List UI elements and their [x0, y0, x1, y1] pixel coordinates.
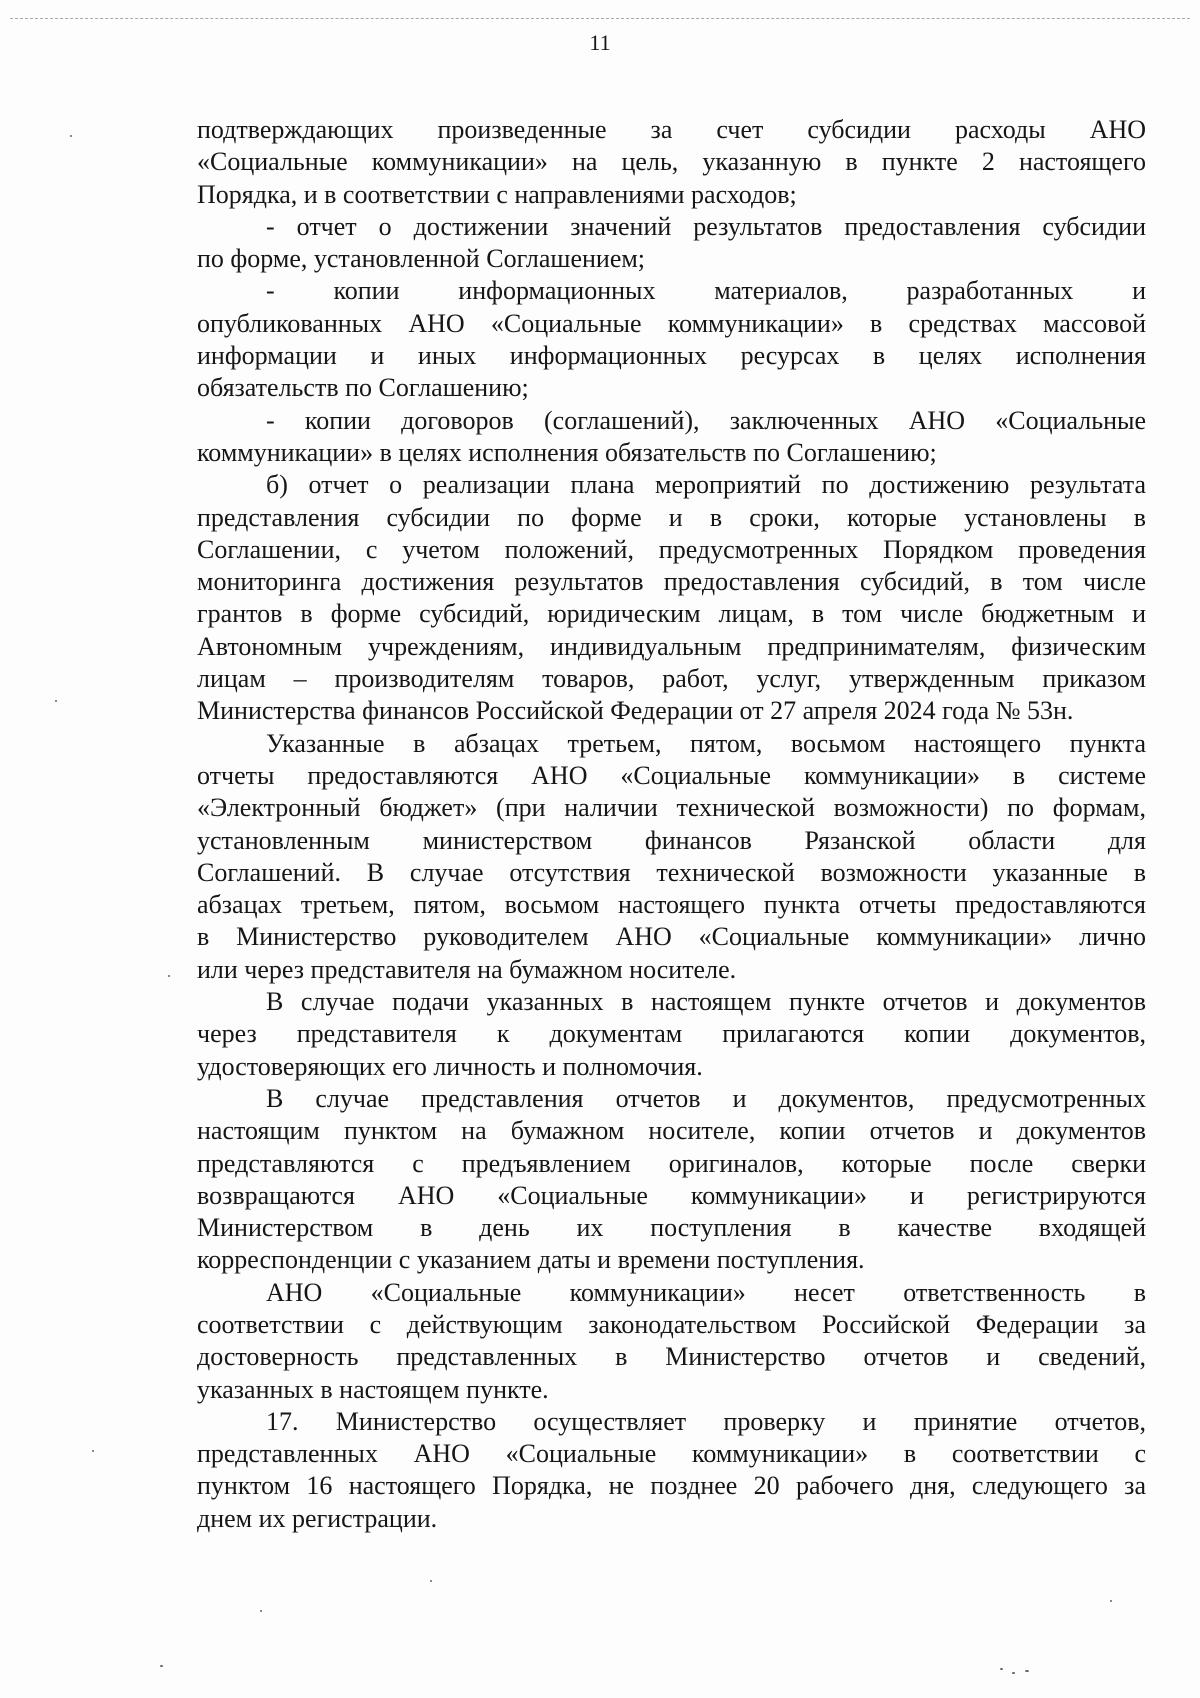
page-number: 11	[589, 30, 611, 55]
text-line: Порядка, и в соответствии с направлениями расходов;	[197, 179, 797, 209]
text-line: указанных в настоящем пункте.	[197, 1374, 549, 1404]
text-line: в Министерство руководителем АНО «Социальные коммуникации» лично	[197, 922, 1146, 952]
scan-speck	[430, 1580, 432, 1582]
text-line: пунктом 16 настоящего Порядка, не позднее 20 рабочего дня, следующего за	[197, 1471, 1146, 1501]
text-line: удостоверяющих его личность и полномочия.	[197, 1051, 703, 1081]
text-line: опубликованных АНО «Социальные коммуникации» в средствах массовой	[197, 308, 1146, 338]
text-line: отчеты предоставляются АНО «Социальные коммуникации» в системе	[197, 760, 1146, 790]
scan-speck	[92, 1450, 94, 1452]
scan-speck	[168, 975, 170, 977]
scan-speck	[1110, 1600, 1112, 1602]
text-line: установленным министерством финансов Рязанской области для	[197, 825, 1146, 855]
text-line: через представителя к документам прилагаются копии документов,	[197, 1019, 1146, 1049]
text-line: корреспонденции с указанием даты и времени поступления.	[197, 1245, 865, 1275]
text-line: Министерства финансов Российской Федерации от 27 апреля 2024 года № 53н.	[197, 696, 1074, 726]
text-line: информации и иных информационных ресурсах в целях исполнения	[197, 341, 1146, 371]
text-line: В случае подачи указанных в настоящем пункте отчетов и документов	[266, 987, 1146, 1017]
scan-speck	[70, 135, 72, 137]
text-line: 17. Министерство осуществляет проверку и принятие отчетов,	[266, 1406, 1146, 1436]
text-line: «Социальные коммуникации» на цель, указанную в пункте 2 настоящего	[197, 147, 1146, 177]
text-line: Указанные в абзацах третьем, пятом, восьмом настоящего пункта	[266, 728, 1146, 758]
text-line: достоверность представленных в Министерство отчетов и сведений,	[197, 1342, 1146, 1372]
text-line: обязательств по Соглашению;	[197, 373, 529, 403]
scan-speck	[160, 1665, 163, 1667]
text-line: В случае представления отчетов и документов, предусмотренных	[266, 1083, 1146, 1113]
text-line: абзацах третьем, пятом, восьмом настоящего пункта отчеты предоставляются	[197, 890, 1146, 920]
text-line: «Электронный бюджет» (при наличии технической возможности) по формам,	[197, 793, 1146, 823]
text-line: АНО «Социальные коммуникации» несет ответственность в	[266, 1277, 1146, 1307]
text-line: Соглашений. В случае отсутствия технической возможности указанные в	[197, 857, 1146, 887]
text-line: представляются с предъявлением оригиналов, которые после сверки	[197, 1148, 1146, 1178]
text-line: - копии информационных материалов, разработанных и	[266, 276, 1146, 306]
text-line: соответствии с действующим законодательством Российской Федерации за	[197, 1309, 1146, 1339]
text-line: или через представителя на бумажном носителе.	[197, 954, 737, 984]
text-line: - копии договоров (соглашений), заключенных АНО «Социальные	[266, 405, 1146, 435]
document-body	[197, 114, 1146, 1535]
scan-edge-line	[10, 18, 1190, 19]
scan-speck	[55, 700, 57, 702]
text-line: Соглашении, с учетом положений, предусмотренных Порядком проведения	[197, 534, 1146, 564]
text-line: коммуникации» в целях исполнения обязательств по Соглашению;	[197, 437, 937, 467]
text-line: подтверждающих произведенные за счет субсидии расходы АНО	[197, 115, 1146, 144]
scan-speck	[1025, 1670, 1029, 1672]
text-line: грантов в форме субсидий, юридическим лицам, в том числе бюджетным и	[197, 599, 1146, 629]
text-line: настоящим пунктом на бумажном носителе, копии отчетов и документов	[197, 1116, 1146, 1146]
scan-speck	[260, 1610, 262, 1612]
text-line: Автономным учреждениям, индивидуальным предпринимателям, физическим	[197, 631, 1146, 661]
scan-speck	[1000, 1668, 1003, 1670]
scan-speck	[1012, 1672, 1015, 1674]
text-line: б) отчет о реализации плана мероприятий по достижению результата	[266, 470, 1146, 500]
text-line: по форме, установленной Соглашением;	[197, 244, 646, 274]
text-line: лицам – производителям товаров, работ, услуг, утвержденным приказом	[197, 664, 1146, 694]
text-line: представления субсидии по форме и в сроки, которые установлены в	[197, 502, 1146, 532]
text-line: - отчет о достижении значений результатов предоставления субсидии	[266, 211, 1146, 241]
text-line: днем их регистрации.	[197, 1503, 438, 1533]
text-line: мониторинга достижения результатов предоставления субсидий, в том числе	[197, 567, 1146, 597]
text-line: Министерством в день их поступления в качестве входящей	[197, 1213, 1146, 1243]
text-line: возвращаются АНО «Социальные коммуникации» и регистрируются	[197, 1180, 1146, 1210]
text-line: представленных АНО «Социальные коммуникации» в соответствии с	[197, 1439, 1146, 1469]
